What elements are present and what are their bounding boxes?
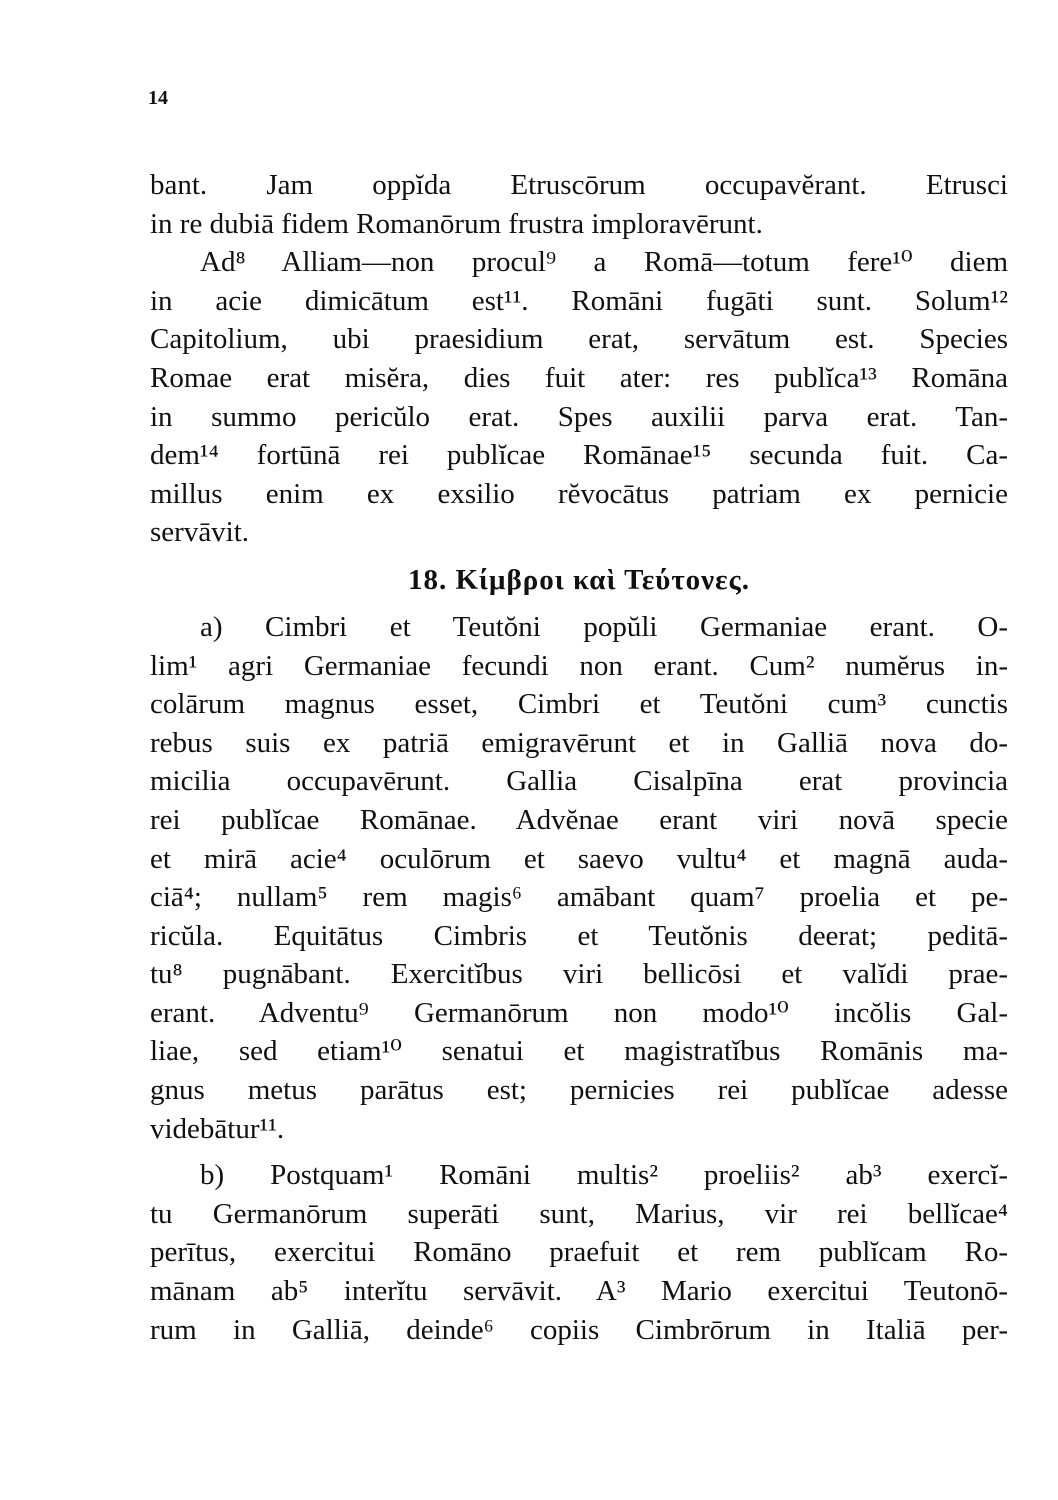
text-line: ciā⁴; nullam⁵ rem magis⁶ amābant quam⁷ proelia et pe- [150, 881, 1008, 914]
section-a [150, 608, 1008, 1148]
text-line: in summo pericŭlo erat. Spes auxilii parva erat. Tan- [150, 400, 1008, 433]
text-line: micilia occupavērunt. Gallia Cisalpīna erat provincia [150, 765, 1008, 798]
text-line: gnus metus parātus est; pernicies rei publĭcae adesse [150, 1074, 1008, 1107]
text-line: in re dubiā fidem Romanōrum frustra imploravērunt. [150, 207, 763, 240]
section-b [150, 1156, 1008, 1349]
text-line: Romae erat misĕra, dies fuit ater: res publĭca¹³ Romāna [150, 361, 1008, 394]
text-line: dem¹⁴ fortūnā rei publĭcae Romānae¹⁵ secunda fuit. Ca- [150, 439, 1008, 472]
text-line: perītus, exercitui Romāno praefuit et rem publĭcam Ro- [150, 1236, 1008, 1269]
text-line: lim¹ agri Germaniae fecundi non erant. Cum² numĕrus in- [150, 649, 1008, 682]
text-line: ricŭla. Equitātus Cimbris et Teutŏnis deerat; peditā- [150, 919, 1008, 952]
text-line: millus enim ex exsilio rĕvocātus patriam ex pernicie [150, 477, 1008, 510]
text-line: tu Germanōrum superāti sunt, Marius, vir rei bellĭcae⁴ [150, 1197, 1008, 1230]
text-line: rebus suis ex patriā emigravērunt et in Galliā nova do- [150, 726, 1008, 759]
text-line: in acie dimicātum est¹¹. Romāni fugāti sunt. Solum¹² [150, 284, 1008, 317]
text-line: rei publĭcae Romānae. Advĕnae erant viri novā specie [150, 803, 1008, 836]
text-line: et mirā acie⁴ oculōrum et saevo vultu⁴ et magnā auda- [150, 842, 1008, 875]
text-line: mānam ab⁵ interĭtu servāvit. A³ Mario exercitui Teutonō- [150, 1275, 1008, 1308]
text-line: videbātur¹¹. [150, 1112, 285, 1145]
paragraph-1 [150, 166, 1008, 243]
section-heading: 18. Κίμβροι καὶ Τεύτονες. [407, 563, 751, 596]
text-line: liae, sed etiam¹⁰ senatui et magistratĭbus Romānis ma- [150, 1035, 1008, 1068]
text-block [150, 166, 1008, 1349]
text-line: tu⁸ pugnābant. Exercitĭbus viri bellicōsi et valĭdi prae- [150, 958, 1008, 991]
text-line: colārum magnus esset, Cimbri et Teutŏni cum³ cunctis [150, 688, 1008, 721]
section-gap [150, 1148, 1008, 1156]
text-line: a) Cimbri et Teutŏni popŭli Germaniae erant. O- [200, 610, 1008, 643]
text-line: erant. Adventu⁹ Germanōrum non modo¹⁰ incŏlis Gal- [150, 996, 1008, 1029]
text-line: Ad⁸ Alliam—non procul⁹ a Romā—totum fere¹⁰ diem [200, 246, 1008, 279]
text-line: bant. Jam oppĭda Etruscōrum occupavĕrant. Etrusci [150, 169, 1008, 201]
text-line: Capitolium, ubi praesidium erat, servātum est. Species [150, 323, 1008, 356]
page-number: 14 [148, 87, 168, 109]
text-line: servāvit. [150, 516, 250, 549]
text-line: rum in Galliā, deinde⁶ copiis Cimbrōrum in Italiā per- [150, 1313, 1008, 1346]
paragraph-2 [150, 243, 1008, 552]
text-line: b) Postquam¹ Romāni multis² proeliis² ab³ exercĭ- [200, 1159, 1008, 1192]
